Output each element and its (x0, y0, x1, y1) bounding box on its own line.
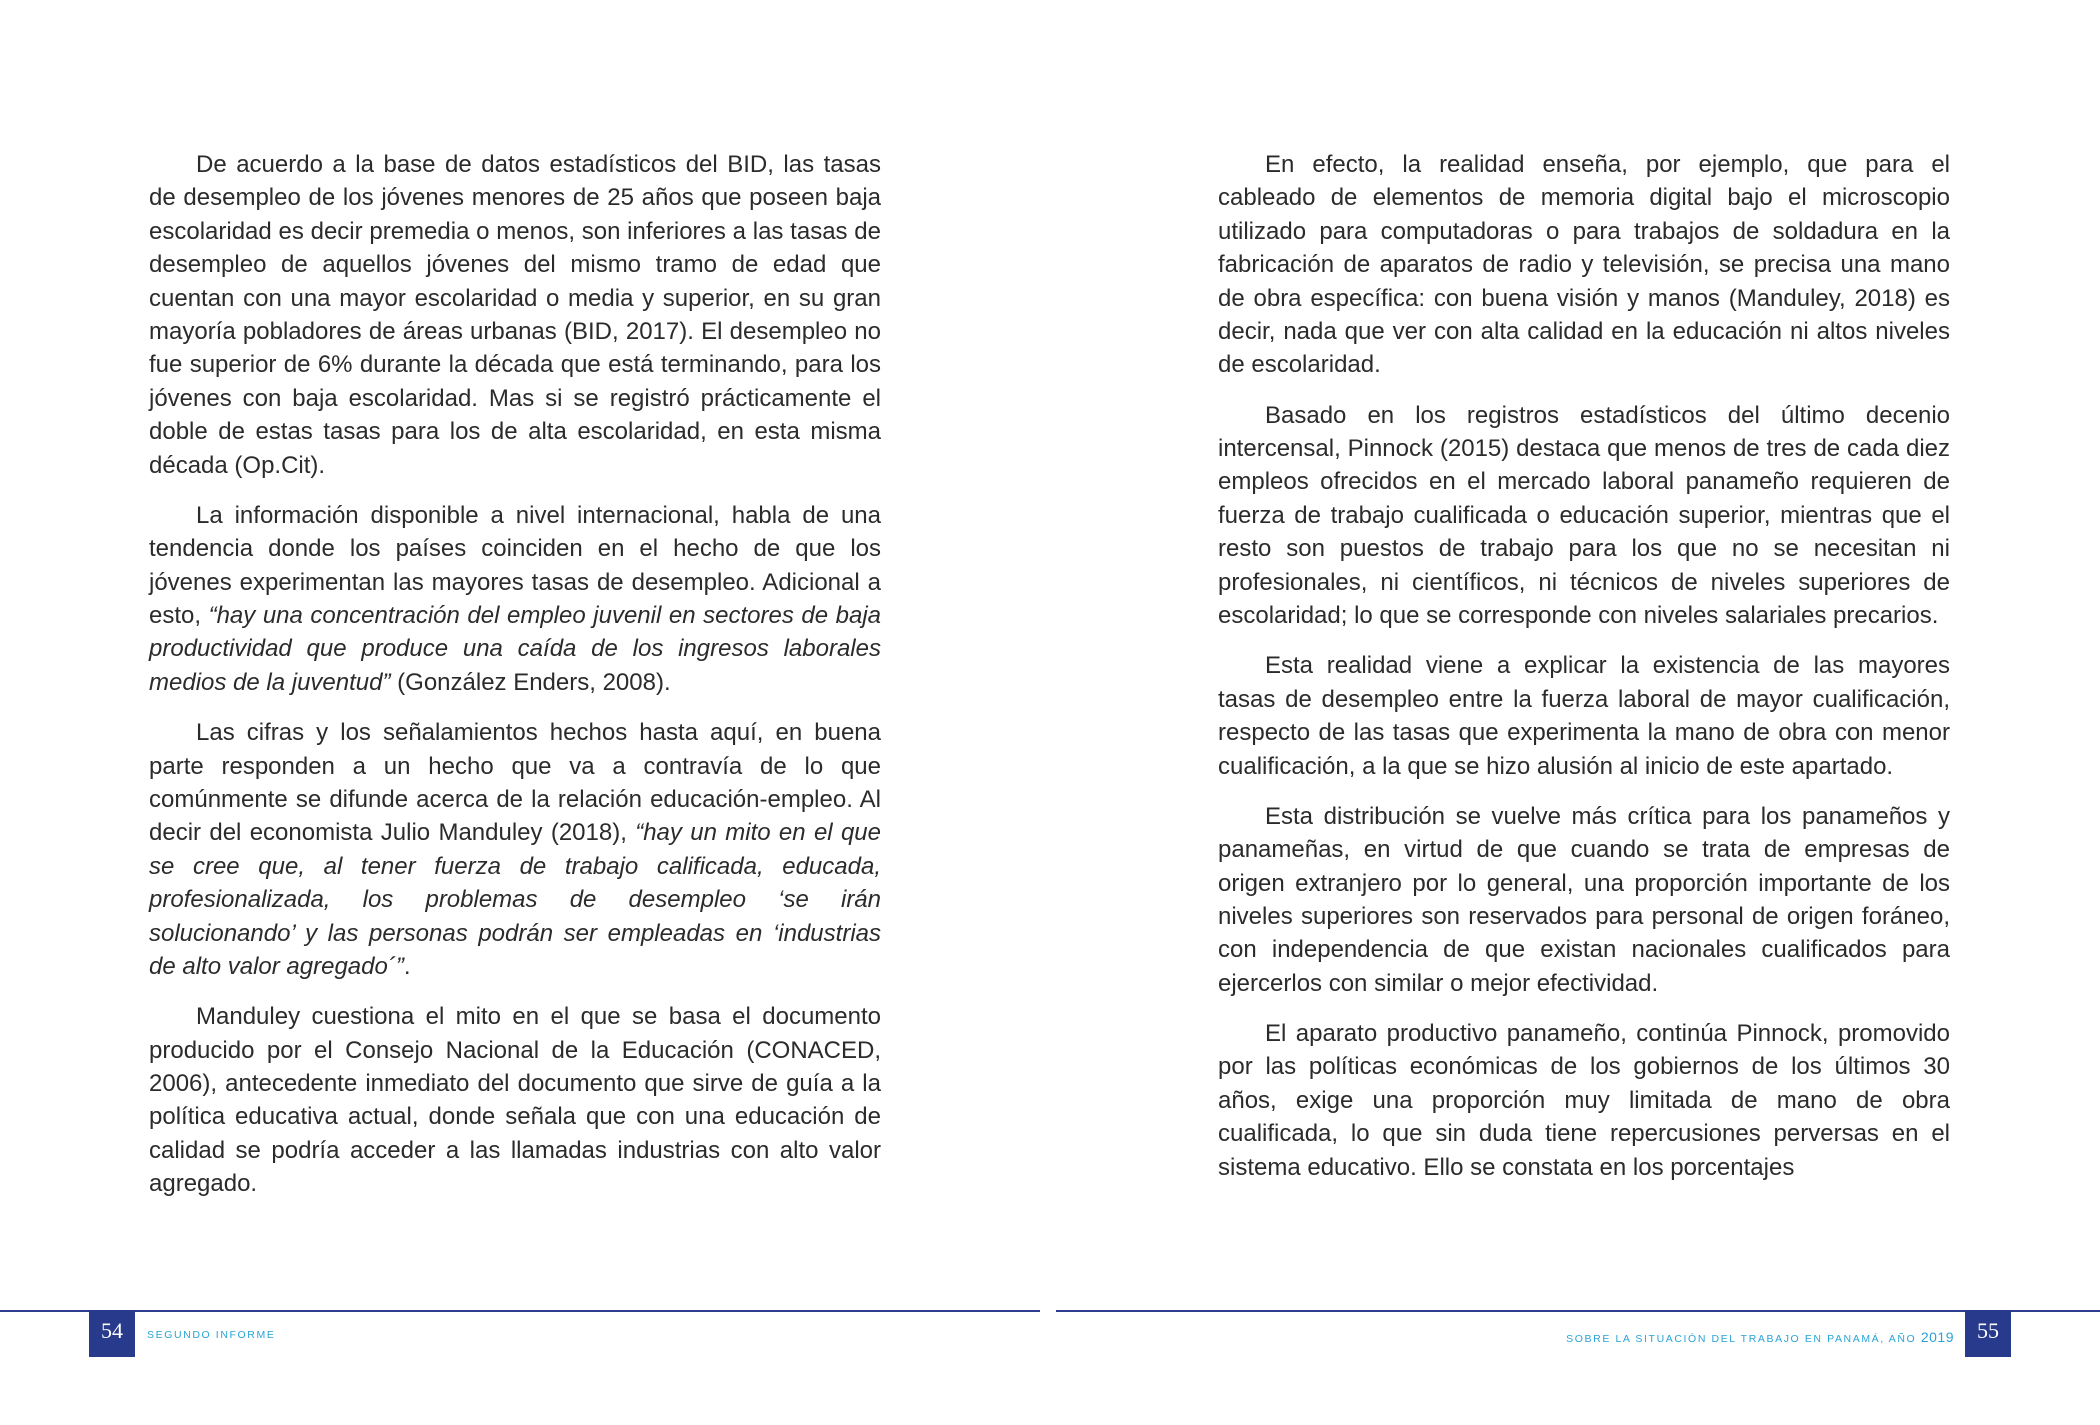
paragraph: Basado en los registros estadísticos del último decenio intercensal, Pinnock (2015) destaca que menos de tres de cada diez empleos ofrecidos en el mercado laboral panameño requieren de fuerza de trabajo cualificada o educación superior, mientras que el resto son puestos de trabajo para los que no se necesitan ni profesionales, ni científicos, ni técnicos de niveles superiores de escolaridad; lo que se corresponde con niveles salariales precarios. (1218, 401, 1950, 630)
footer-rule (1056, 1310, 2100, 1312)
right-page (1056, 0, 2100, 1425)
citation: (González Enders, 2008). (390, 668, 671, 696)
running-head (1566, 1329, 1954, 1345)
paragraph-text: Las cifras y los señalamientos hechos hasta aquí, en buena parte responden a un hecho que va a contravía de lo que comúnmente se difunde acerca de la relación educación-empleo. Al decir del economista Julio Manduley (2018), (149, 719, 881, 847)
paragraph (149, 716, 881, 983)
page-number: 55 (1965, 1310, 2011, 1357)
running-head-year: 2019 (1920, 1329, 1954, 1345)
paragraph: Esta distribución se vuelve más crítica para los panameños y panameñas, en virtud de que cuando se trata de empresas de origen extranjero por lo general, una proporción importante de los niveles superiores son reservados para personal de origen foráneo, con independencia de que existan nacionales cualificados para ejercerlos con similar o mejor efectividad. (1218, 802, 1950, 997)
quotation: “hay un mito en el que se cree que, al tener fuerza de trabajo calificada, educada, profesionalizada, los problemas de desempleo ‘se irán solucionando’ y las personas podrán ser empleadas en ‘industrias de alto valor agregado´” (149, 819, 882, 980)
quotation: “hay una concentración del empleo juvenil en sectores de baja productividad que produce una caída de los ingresos laborales medios de la juventud” (149, 602, 881, 696)
paragraph-text: . (403, 952, 411, 980)
paragraph: Manduley cuestiona el mito en el que se basa el documento producido por el Consejo Nacional de la Educación (CONACED, 2006), antecedente inmediato del documento que sirve de guía a la política educativa actual, donde señala que con una educación de calidad se podría acceder a las llamadas industrias con alto valor agregado. (149, 1003, 881, 1198)
paragraph: En efecto, la realidad enseña, por ejemplo, que para el cableado de elementos de memoria digital bajo el microscopio utilizado para computadoras o para trabajos de soldadura en la fabricación de aparatos de radio y televisión, se precisa una mano de obra específica: con buena visión y manos (Manduley, 2018) es decir, nada que ver con alta calidad en la educación ni altos niveles de escolaridad. (1218, 151, 1950, 379)
paragraph (149, 499, 881, 699)
paragraph: El aparato productivo panameño, continúa Pinnock, promovido por las políticas económicas de los gobiernos de los últimos 30 años, exige una proporción muy limitada de mano de obra cualificada, lo que sin duda tiene repercusiones perversas en el sistema educativo. Ello se constata en los porcentajes (1218, 1019, 1950, 1181)
page-number: 54 (89, 1310, 135, 1357)
left-page (0, 0, 1040, 1425)
paragraph: De acuerdo a la base de datos estadísticos del BID, las tasas de desempleo de los jóvenes menores de 25 años que poseen baja escolaridad es decir premedia o menos, son inferiores a las tasas de desempleo de aquellos jóvenes del mismo tramo de edad que cuentan con una mayor escolaridad o media y superior, en su gran mayoría pobladores de áreas urbanas (BID, 2017). El desempleo no fue superior de 6% durante la década que está terminando, para los jóvenes con baja escolaridad. Mas si se registró prácticamente el doble de estas tasas para los de alta escolaridad, en esta misma década (Op.Cit). (149, 151, 881, 479)
left-text-column (149, 148, 881, 1217)
paragraph: Esta realidad viene a explicar la existencia de las mayores tasas de desempleo entre la fuerza laboral de mayor cualificación, respecto de las tasas que experimenta la mano de obra con menor cualificación, a la que se hizo alusión al inicio de este apartado. (1218, 652, 1950, 780)
right-text-column (1218, 148, 1950, 1201)
running-head-title: SOBRE LA SITUACIÓN DEL TRABAJO EN PANAMÁ, AÑO (1566, 1333, 1917, 1345)
footer-rule (0, 1310, 1040, 1312)
running-head: SEGUNDO INFORME (147, 1329, 276, 1341)
paragraph-text: La información disponible a nivel internacional, habla de una tendencia donde los países coinciden en el hecho de que los jóvenes experimentan las mayores tasas de desempleo. Adicional a esto, (149, 501, 881, 630)
